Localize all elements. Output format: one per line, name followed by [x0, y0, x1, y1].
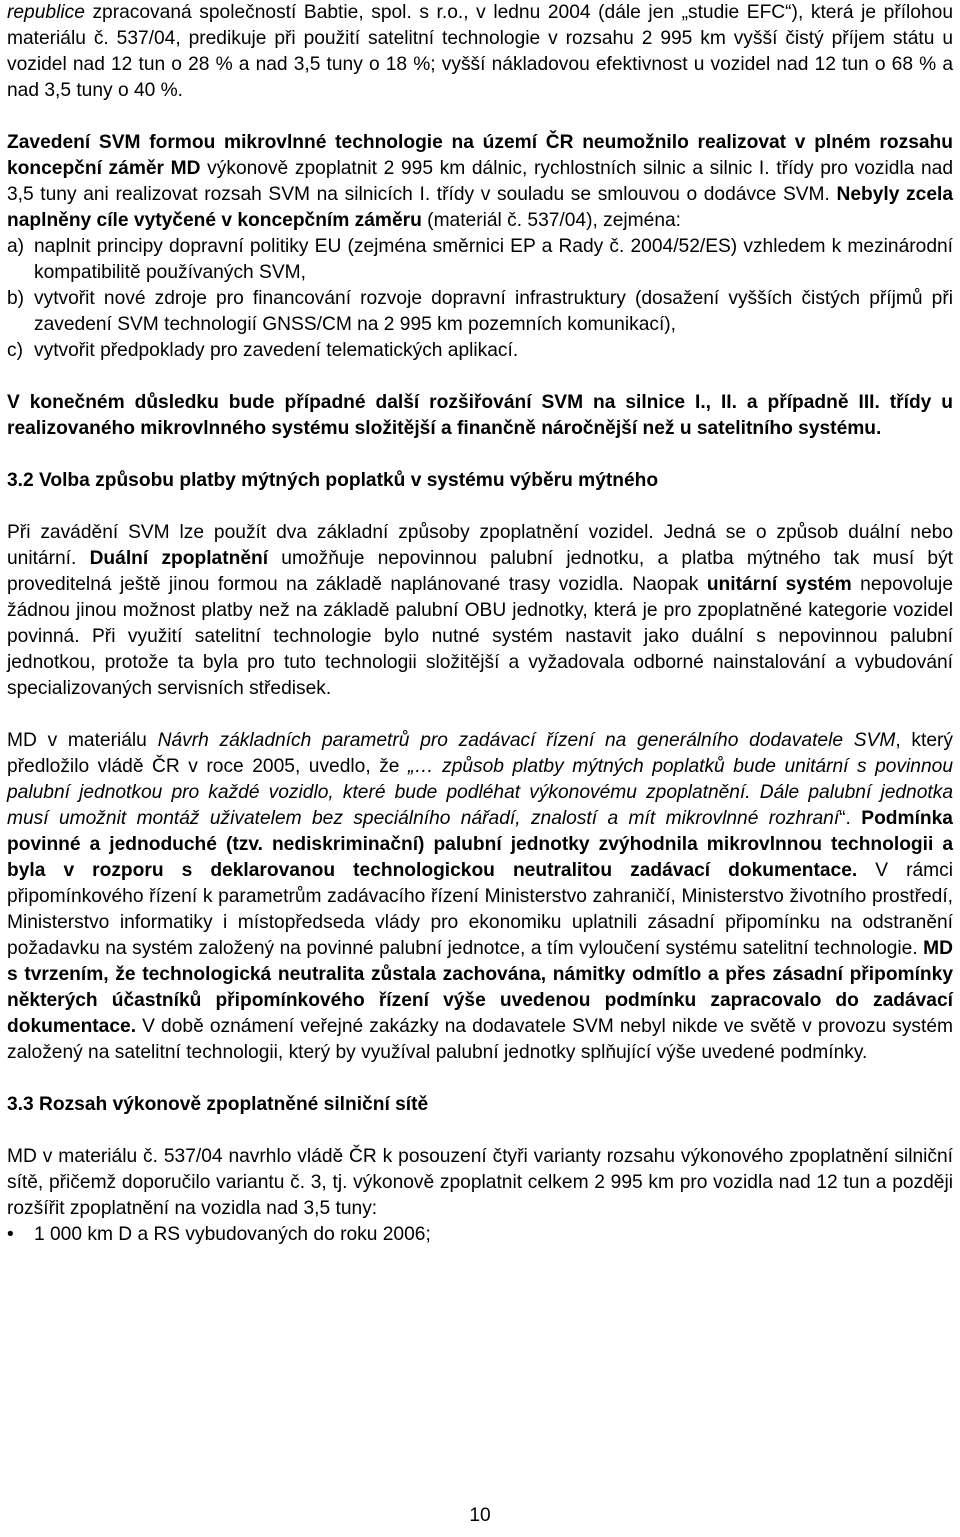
- spacer: [7, 442, 953, 468]
- text-run: (materiál č. 537/04), zejména:: [421, 210, 681, 231]
- paragraph-conclusion: V konečném důsledku bude případné další rozšiřování SVM na silnice I., II. a případně III. třídy u realizovaného mikrovlnného systému složitější a finančně náročnější než u satelitního systému.: [7, 392, 953, 439]
- text-run: výkonově zpoplatnit 2 995 km dálnic, rychlostních silnic a silnic I. třídy pro vozidla nad 3,5 tuny ani realizovat rozsah SVM na silnicích I. třídy v souladu se smlouvou o dodávce SVM.: [7, 158, 953, 205]
- list-text: vytvořit předpoklady pro zavedení telematických aplikací.: [34, 340, 519, 361]
- text-run: MD s tvrzením, že technologická neutralita zůstala zachována, námitky odmítlo a přes zásadní připomínky některých účastníků připomínkového řízení výše uvedenou podmínku zapracovalo do zadávací dokumentace.: [7, 938, 953, 1037]
- spacer: [7, 702, 953, 728]
- list-item: [7, 234, 953, 286]
- goals-list: [7, 234, 953, 364]
- list-text: naplnit principy dopravní politiky EU (zejména směrnici EP a Rady č. 2004/52/ES) vzhledem k mezinárodní kompatibilitě používaných SVM,: [34, 236, 953, 283]
- text-run: “.: [839, 808, 862, 829]
- text-run: Při zavádění SVM lze použít dva základní způsoby zpoplatnění vozidel. Jedná se o způsob duální nebo unitární.: [7, 522, 953, 569]
- list-text: vytvořit nové zdroje pro financování rozvoje dopravní infrastruktury (dosažení vyšších čistých příjmů při zavedení SVM technologií GNSS/CM na 2 995 km pozemních komunikací),: [34, 288, 953, 335]
- text-run: umožňuje nepovinnou palubní jednotku, a platba mýtného tak musí být proveditelná ještě jinou formou na základě naplánované trasy vozidla. Naopak: [7, 548, 953, 595]
- section-heading-3-2: 3.2 Volba způsobu platby mýtných poplatků v systému výběru mýtného: [7, 470, 659, 491]
- paragraph-network-scope: MD v materiálu č. 537/04 navrhlo vládě ČR k posouzení čtyři varianty rozsahu výkonového zpoplatnění silniční sítě, přičemž doporučilo variantu č. 3, tj. výkonově zpoplatnit celkem 2 995 km pro vozidla nad 12 tun a později rozšířit zpoplatnění na vozidla nad 3,5 tuny:: [7, 1146, 953, 1219]
- paragraph-payment-methods: [7, 520, 953, 702]
- text-run: republice: [7, 2, 85, 23]
- spacer: [7, 104, 953, 130]
- spacer: [7, 1118, 953, 1144]
- spacer: [7, 494, 953, 520]
- list-label: a): [7, 236, 25, 257]
- paragraph-md-parameters: [7, 728, 953, 1066]
- spacer: [7, 1066, 953, 1092]
- paragraph-efc-study: [7, 0, 953, 104]
- list-label: b): [7, 288, 25, 309]
- text-run: MD v materiálu: [7, 730, 158, 751]
- text-run: zpracovaná společností Babtie, spol. s r.o., v lednu 2004 (dále jen „studie EFC“), která je přílohou materiálu č. 537/04, predikuje při použití satelitní technologie v rozsahu 2 995 km vyšší čistý příjem státu u vozidel nad 12 tun o 28 % a nad 3,5 tuny o 18 %; vyšší nákladovou efektivnost u vozidel nad 12 tun o 68 % a nad 3,5 tuny o 40 %.: [7, 2, 953, 101]
- text-run: V době oznámení veřejné zakázky na dodavatele SVM nebyl nikde ve světě v provozu systém založený na satelitní technologii, který by využíval palubní jednotky splňující výše uvedené podmínky.: [7, 1016, 953, 1063]
- document-page: [7, 0, 953, 1248]
- list-item: [7, 338, 953, 364]
- text-run: Zavedení SVM formou mikrovlnné technologie na území ČR neumožnilo realizovat v plném rozsahu koncepční záměr MD: [7, 132, 953, 179]
- list-label: c): [7, 340, 23, 361]
- text-run: Duální zpoplatnění: [89, 548, 269, 569]
- list-item: [7, 286, 953, 338]
- paragraph-svm-microwave: [7, 130, 953, 234]
- text-run: „… způsob platby mýtných poplatků bude unitární s povinnou palubní jednotkou pro každé vozidlo, které bude podléhat výkonovému zpoplatnění. Dále palubní jednotka musí umožnit montáž uživatelem bez speciálního nářadí, znalostí a mít mikrovlnné rozhraní: [7, 756, 953, 829]
- text-run: unitární systém: [706, 574, 852, 595]
- list-item: [7, 1222, 953, 1248]
- text-run: V rámci připomínkového řízení k parametrům zadávacího řízení Ministerstvo zahraničí, Ministerstvo životního prostředí, Ministerstvo informatiky i místopředseda vlády pro ekonomiku uplatnili zásadní připomínku na odstranění požadavku na systém založený na povinné palubní jednotce, a tím vyloučení systému satelitní technologie.: [7, 860, 953, 959]
- bullet-list: [7, 1222, 953, 1248]
- text-run: Podmínka povinné a jednoduché (tzv. nediskriminační) palubní jednotky zvýhodnila mikrovlnnou technologii a byla v rozporu s deklarovanou technologickou neutralitou zadávací dokumentace.: [7, 808, 953, 881]
- section-heading-3-3: 3.3 Rozsah výkonově zpoplatněné silniční sítě: [7, 1094, 429, 1115]
- spacer: [7, 364, 953, 390]
- text-run: Návrh základních parametrů pro zadávací řízení na generálního dodavatele SVM: [157, 730, 896, 751]
- text-run: nepovoluje žádnou jinou možnost platby než na základě palubní OBU jednotky, která je pro zpoplatněné kategorie vozidel povinná. Při využití satelitní technologie bylo nutné systém nastavit jako duální s nepovinnou palubní jednotkou, protože ta byla pro tuto technologii složitější a vyžadovala odborné nainstalování a vybudování specializovaných servisních středisek.: [7, 574, 953, 699]
- text-run: Nebyly zcela naplněny cíle vytyčené v koncepčním záměru: [7, 184, 953, 231]
- bullet-icon: •: [7, 1224, 14, 1245]
- list-text: 1 000 km D a RS vybudovaných do roku 2006;: [34, 1224, 431, 1245]
- text-run: , který předložilo vládě ČR v roce 2005, uvedlo, že: [7, 730, 953, 777]
- page-number: 10: [469, 1505, 491, 1526]
